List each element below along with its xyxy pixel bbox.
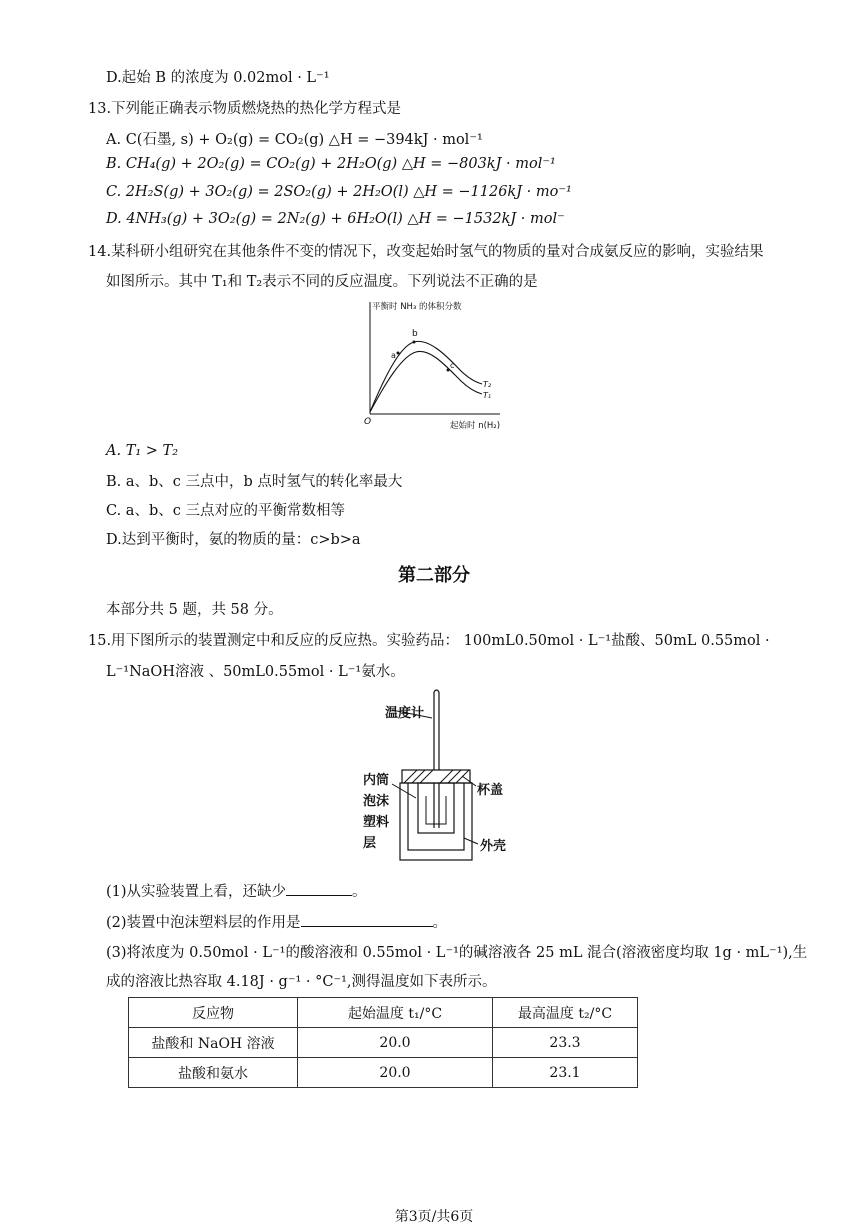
q15-part2-end: 。 <box>432 915 448 931</box>
q15-part2-blank[interactable] <box>301 912 433 927</box>
table-cell: 23.1 <box>493 1058 638 1088</box>
temperature-table <box>128 997 638 1088</box>
graph-y-label: 平衡时 NH₃ 的体积分数 <box>372 302 462 312</box>
label-inner-cup: 内筒 <box>363 773 390 788</box>
table-cell: 盐酸和氨水 <box>129 1058 298 1088</box>
label-lid: 杯盖 <box>477 783 504 798</box>
part2-title: 第二部分 <box>398 565 470 586</box>
point-b <box>413 341 416 344</box>
label-thermometer: 温度计 <box>385 706 425 721</box>
q15-part2 <box>106 911 447 932</box>
table-header: 起始温度 t₁/°C <box>298 998 493 1028</box>
table-cell: 20.0 <box>298 1028 493 1058</box>
table-row <box>129 1058 638 1088</box>
q15-stem-2: L⁻¹NaOH溶液 、50mL0.55mol · L⁻¹氨水。 <box>106 664 405 680</box>
table-cell: 23.3 <box>493 1028 638 1058</box>
table-header: 最高温度 t₂/°C <box>493 998 638 1028</box>
table-cell: 20.0 <box>298 1058 493 1088</box>
q12-option-d: D.起始 B 的浓度为 0.02mol · L⁻¹ <box>106 70 330 86</box>
point-a-label: a <box>391 351 396 360</box>
q13-option-b: B. CH₄(g) + 2O₂(g) = CO₂(g) + 2H₂O(g) △H = −803kJ · mol⁻¹ <box>106 156 556 172</box>
q14-graph <box>350 296 520 436</box>
q15-part1-end: 。 <box>352 884 367 900</box>
q14-stem-2: 如图所示。其中 T₁和 T₂表示不同的反应温度。下列说法不正确的是 <box>106 274 538 290</box>
label-foam-2: 塑料 <box>363 815 390 830</box>
q13-option-a: A. C(石墨, s) + O₂(g) = CO₂(g) △H = −394kJ · mol⁻¹ <box>106 132 483 148</box>
graph-origin: O <box>364 417 372 427</box>
label-shell: 外壳 <box>480 839 507 854</box>
table-row <box>129 1028 638 1058</box>
q15-part3-line-2: 成的溶液比热容取 4.18J · g⁻¹ · °C⁻¹,测得温度如下表所示。 <box>106 974 497 990</box>
label-foam-3: 层 <box>363 836 377 851</box>
q15-part1-text: (1)从实验装置上看，还缺少 <box>106 884 287 900</box>
q15-part1 <box>106 880 367 901</box>
part2-note: 本部分共 5 题，共 58 分。 <box>106 602 283 618</box>
table-cell: 盐酸和 NaOH 溶液 <box>129 1028 298 1058</box>
table-header-row <box>129 998 638 1028</box>
q15-part1-blank[interactable] <box>286 881 352 896</box>
label-foam-1: 泡沫 <box>363 794 390 809</box>
q14-option-a: A. T₁ > T₂ <box>106 443 179 459</box>
q14-option-d: D.达到平衡时，氨的物质的量：c>b>a <box>106 532 361 548</box>
q15-part2-text: (2)装置中泡沫塑料层的作用是 <box>106 915 301 931</box>
page-footer: 第3页/共6页 <box>394 1209 474 1225</box>
q13-stem: 13.下列能正确表示物质燃烧热的热化学方程式是 <box>88 101 402 117</box>
point-c-label: c <box>450 361 455 370</box>
table-header: 反应物 <box>129 998 298 1028</box>
point-b-label: b <box>412 329 418 339</box>
q14-option-c: C. a、b、c 三点对应的平衡常数相等 <box>106 503 345 519</box>
curve-t2-label: T₂ <box>483 380 492 389</box>
q14-option-b: B. a、b、c 三点中，b 点时氢气的转化率最大 <box>106 474 403 490</box>
q14-stem-1: 14.某科研小组研究在其他条件不变的情况下，改变起始时氢气的物质的量对合成氨反应的影响，实验结果 <box>88 244 764 260</box>
q13-option-d: D. 4NH₃(g) + 3O₂(g) = 2N₂(g) + 6H₂O(l) △H = −1532kJ · mol⁻ <box>106 211 565 227</box>
graph-x-label: 起始时 n(H₂) <box>450 421 501 431</box>
q13-option-c: C. 2H₂S(g) + 3O₂(g) = 2SO₂(g) + 2H₂O(l) △H = −1126kJ · mo⁻¹ <box>106 184 572 200</box>
curve-t1 <box>370 351 482 412</box>
q15-part3-line-1: (3)将浓度为 0.50mol · L⁻¹的酸溶液和 0.55mol · L⁻¹的碱溶液各 25 mL 混合(溶液密度均取 1g · mL⁻¹),生 <box>106 945 808 961</box>
q15-stem-1: 15.用下图所示的装置测定中和反应的反应热。实验药品： 100mL0.50mol · L⁻¹盐酸、50mL 0.55mol · <box>88 633 770 649</box>
point-a <box>397 352 400 355</box>
curve-t1-label: T₁ <box>483 391 492 400</box>
